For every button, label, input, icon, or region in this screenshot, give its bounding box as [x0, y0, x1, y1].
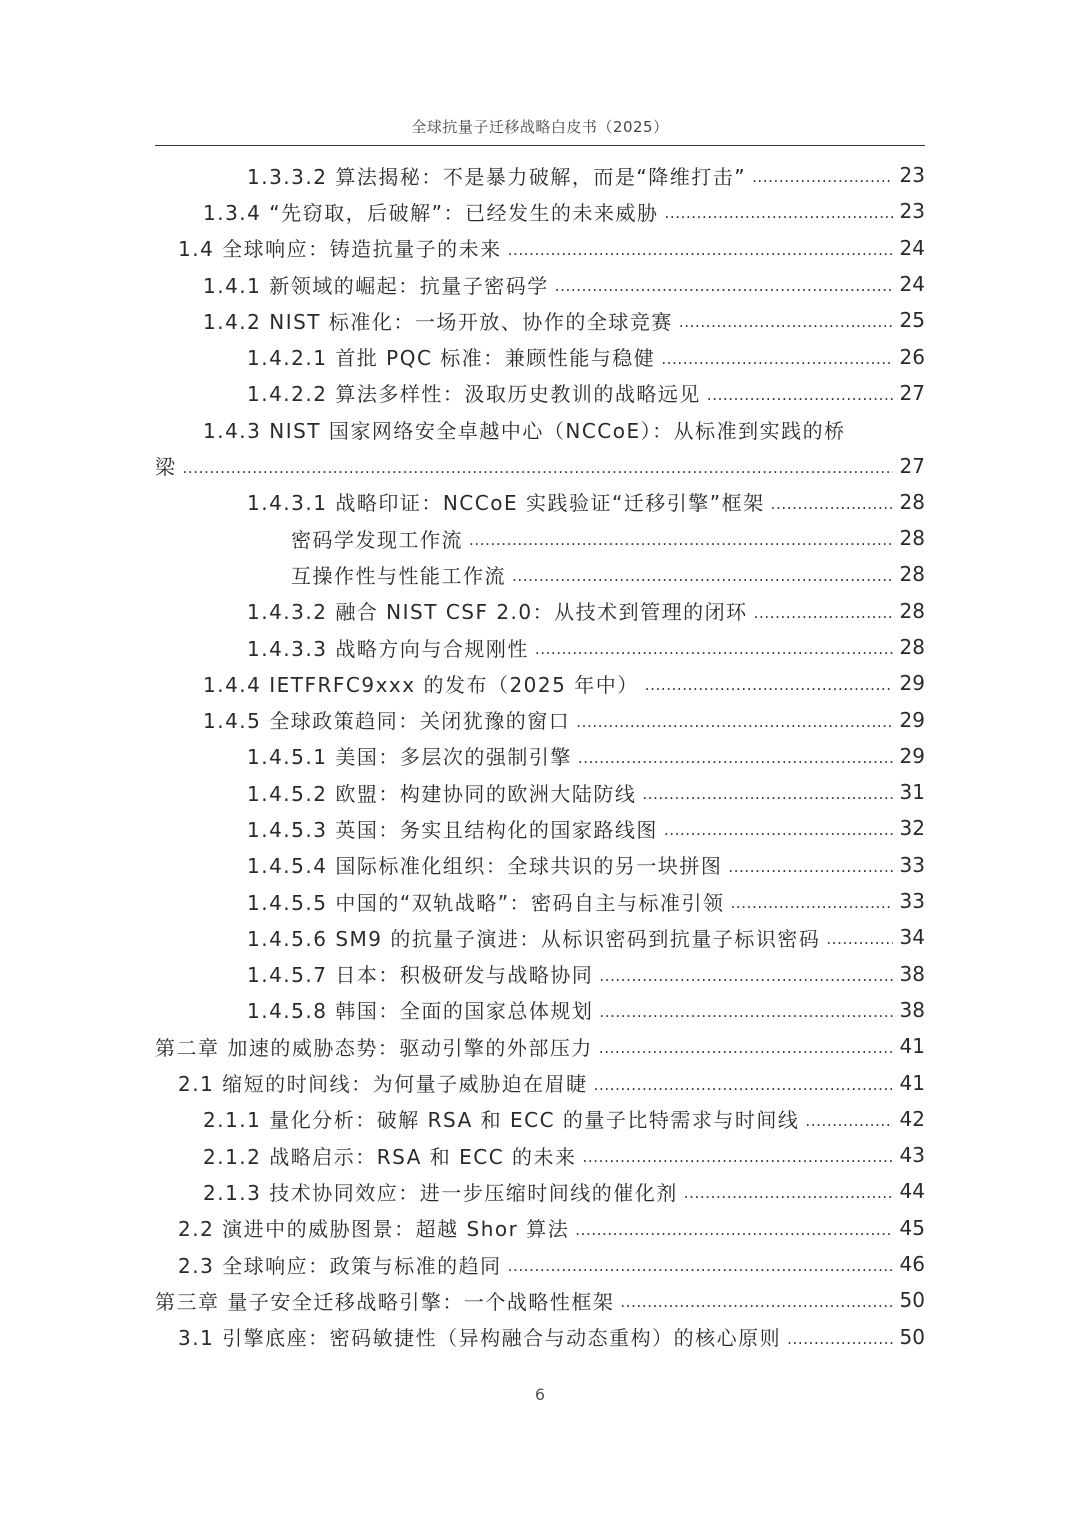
toc-entry-title: 2.1.2 战略启示：RSA 和 ECC 的未来: [203, 1144, 577, 1169]
toc-entry-2-1[interactable]: [178, 1064, 925, 1100]
toc-entry-2-3[interactable]: [178, 1246, 925, 1282]
toc-entry-1-4-3-3[interactable]: [247, 629, 925, 665]
toc-entry-2-1-1[interactable]: [203, 1101, 925, 1137]
toc-entry-1-4-3-continued[interactable]: [155, 447, 925, 483]
toc-entry-page: 44: [899, 1179, 925, 1204]
toc-entry-page: 42: [899, 1106, 925, 1131]
toc-entry-title: 2.1.1 量化分析：破解 RSA 和 ECC 的量子比特需求与时间线: [203, 1108, 800, 1133]
dot-leader: [620, 1293, 893, 1311]
toc-entry-page: 28: [899, 489, 925, 514]
dot-leader: [535, 640, 893, 658]
toc-entry-2-1-3[interactable]: [203, 1173, 925, 1209]
toc-entry-title: 1.4.3.2 融合 NIST CSF 2.0：从技术到管理的闭环: [247, 600, 748, 625]
toc-entry-1-4-5-7[interactable]: [247, 956, 925, 992]
toc-entry-page: 50: [899, 1324, 925, 1349]
toc-entry-page: 27: [899, 380, 925, 405]
dot-leader: [575, 1221, 893, 1239]
toc-entry-title: 1.4.2.2 算法多样性：汲取历史教训的战略远见: [247, 382, 701, 407]
dot-leader: [512, 567, 893, 585]
toc-entry-title: 密码学发现工作流: [291, 527, 463, 552]
toc-entry-1-3-4[interactable]: [203, 193, 925, 229]
toc-entry-title: 1.4.5 全球政策趋同：关闭犹豫的窗口: [203, 709, 571, 734]
toc-entry-title: 互操作性与性能工作流: [291, 563, 506, 588]
toc-entry-page: 29: [899, 707, 925, 732]
toc-entry-page: 23: [899, 199, 925, 224]
toc-entry-page: 29: [899, 671, 925, 696]
toc-entry-1-3-3-2[interactable]: [247, 157, 925, 193]
dot-leader: [599, 1039, 893, 1057]
toc-entry-title: 2.1 缩短的时间线：为何量子威胁迫在眉睫: [178, 1072, 588, 1097]
toc-entry-page: 24: [899, 272, 925, 297]
toc-entry-title: 1.4.3.1 战略印证：NCCoE 实践验证“迁移引擎”框架: [247, 491, 765, 516]
dot-leader: [508, 1257, 893, 1275]
toc-entry-title-continued: 梁: [155, 455, 177, 480]
toc-entry-1-4-3-1[interactable]: [247, 484, 925, 520]
dot-leader: [183, 459, 894, 477]
toc-entry-title: 1.4.5.8 韩国：全面的国家总体规划: [247, 999, 594, 1024]
toc-entry-1-4[interactable]: [178, 230, 925, 266]
toc-entry-title: 1.3.3.2 算法揭秘：不是暴力破解，而是“降维打击”: [247, 164, 747, 189]
toc-entry-title: 1.4.3.3 战略方向与合规刚性: [247, 636, 529, 661]
dot-leader: [594, 1076, 893, 1094]
toc-entry-1-4-5-3[interactable]: [247, 810, 925, 846]
toc-entry-1-4-5[interactable]: [203, 701, 925, 737]
dot-leader: [469, 531, 893, 549]
dot-leader: [583, 1148, 893, 1166]
toc-entry-1-4-2[interactable]: [203, 302, 925, 338]
dot-leader: [599, 967, 893, 985]
toc-entry-title: 1.4.4 IETFRFC9xxx 的发布（2025 年中）: [203, 672, 639, 697]
toc-entry-title: 第二章 加速的威胁态势：驱动引擎的外部压力: [155, 1035, 593, 1060]
toc-entry-title: 1.4 全球响应：铸造抗量子的未来: [178, 237, 502, 262]
dot-leader: [679, 313, 893, 331]
toc-entry-page: 38: [899, 961, 925, 986]
page-number: 6: [534, 1385, 546, 1404]
toc-entry-page: 27: [899, 453, 925, 478]
toc-entry-title: 1.4.5.4 国际标准化组织：全球共识的另一块拼图: [247, 854, 723, 879]
dot-leader: [805, 1112, 893, 1130]
toc-entry-title: 2.2 演进中的威胁图景：超越 Shor 算法: [178, 1217, 570, 1242]
toc-entry-page: 45: [899, 1215, 925, 1240]
dot-leader: [578, 749, 893, 767]
dot-leader: [664, 821, 893, 839]
toc-entry-title: 2.3 全球响应：政策与标准的趋同: [178, 1253, 502, 1278]
toc-entry-crypto-discovery-workflow[interactable]: [291, 520, 925, 556]
toc-entry-page: 28: [899, 598, 925, 623]
toc-entry-2-2[interactable]: [178, 1210, 925, 1246]
toc-entry-title: 1.4.5.1 美国：多层次的强制引擎: [247, 745, 572, 770]
toc-entry-page: 33: [899, 889, 925, 914]
dot-leader: [787, 1330, 893, 1348]
toc-entry-chapter-2[interactable]: [155, 1028, 925, 1064]
toc-entry-page: 33: [899, 852, 925, 877]
toc-entry-interop-performance-workflow[interactable]: [291, 556, 925, 592]
toc-entry-title: 1.4.3 NIST 国家网络安全卓越中心（NCCoE）：从标准到实践的桥: [203, 418, 846, 443]
toc-entry-page: 32: [899, 816, 925, 841]
toc-entry-1-4-5-5[interactable]: [247, 883, 925, 919]
toc-entry-page: 46: [899, 1252, 925, 1277]
toc-entry-title: 1.4.5.5 中国的“双轨战略”：密码自主与标准引领: [247, 890, 725, 915]
toc-entry-1-4-2-2[interactable]: [247, 375, 925, 411]
dot-leader: [728, 858, 893, 876]
table-of-contents: [0, 157, 1080, 1355]
toc-entry-page: 24: [899, 235, 925, 260]
dot-leader: [664, 204, 893, 222]
dot-leader: [752, 168, 893, 186]
toc-entry-title: 1.4.5.6 SM9 的抗量子演进：从标识密码到抗量子标识密码: [247, 926, 821, 951]
toc-entry-1-4-5-1[interactable]: [247, 738, 925, 774]
toc-entry-title: 1.4.5.7 日本：积极研发与战略协同: [247, 963, 594, 988]
toc-entry-title: 1.3.4 “先窃取，后破解”：已经发生的未来威胁: [203, 200, 659, 225]
dot-leader: [754, 604, 893, 622]
dot-leader: [508, 241, 893, 259]
toc-entry-title: 1.4.5.3 英国：务实且结构化的国家路线图: [247, 817, 658, 842]
toc-entry-title: 1.4.1 新领域的崛起：抗量子密码学: [203, 273, 549, 298]
document-header-title: 全球抗量子迁移战略白皮书（2025）: [411, 118, 669, 136]
toc-entry-page: 25: [899, 308, 925, 333]
toc-entry-title: 1.4.2 NIST 标准化：一场开放、协作的全球竞赛: [203, 309, 673, 334]
toc-entry-1-4-5-4[interactable]: [247, 847, 925, 883]
dot-leader: [684, 1184, 893, 1202]
dot-leader: [826, 930, 893, 948]
dot-leader: [707, 386, 893, 404]
toc-entry-1-4-5-2[interactable]: [247, 774, 925, 810]
toc-entry-page: 34: [899, 925, 925, 950]
dot-leader: [771, 495, 893, 513]
dot-leader: [645, 676, 893, 694]
toc-entry-title: 1.4.5.2 欧盟：构建协同的欧洲大陆防线: [247, 781, 637, 806]
toc-entry-page: 28: [899, 635, 925, 659]
dot-leader: [661, 350, 893, 368]
toc-entry-page: 23: [899, 163, 925, 188]
toc-entry-page: 41: [899, 1034, 925, 1059]
toc-entry-1-4-5-8[interactable]: [247, 992, 925, 1028]
toc-entry-page: 38: [899, 997, 925, 1022]
dot-leader: [576, 713, 893, 731]
dot-leader: [731, 894, 893, 912]
toc-entry-1-4-1[interactable]: [203, 266, 925, 302]
toc-entry-1-4-3-2[interactable]: [247, 593, 925, 629]
toc-entry-1-4-3[interactable]: [203, 411, 925, 447]
toc-entry-title: 1.4.2.1 首批 PQC 标准：兼顾性能与稳健: [247, 346, 656, 371]
dot-leader: [599, 1003, 893, 1021]
toc-entry-page: 31: [899, 780, 925, 805]
toc-entry-title: 3.1 引擎底座：密码敏捷性（异构融合与动态重构）的核心原则: [178, 1326, 782, 1351]
dot-leader: [642, 785, 893, 803]
toc-entry-page: 43: [899, 1143, 925, 1168]
toc-entry-page: 50: [899, 1288, 925, 1313]
toc-entry-page: 41: [899, 1070, 925, 1095]
toc-entry-page: 28: [899, 562, 925, 587]
header-rule: [155, 145, 925, 146]
toc-entry-page: 26: [899, 344, 925, 369]
toc-entry-page: 28: [899, 526, 925, 551]
toc-entry-1-4-2-1[interactable]: [247, 338, 925, 374]
toc-entry-title: 第三章 量子安全迁移战略引擎：一个战略性框架: [155, 1289, 615, 1314]
toc-entry-title: 2.1.3 技术协同效应：进一步压缩时间线的催化剂: [203, 1180, 678, 1205]
toc-entry-chapter-3[interactable]: [155, 1282, 925, 1318]
toc-entry-3-1[interactable]: [178, 1319, 925, 1355]
toc-entry-page: 29: [899, 743, 925, 768]
toc-entry-1-4-4[interactable]: [203, 665, 925, 701]
toc-entry-1-4-5-6[interactable]: [247, 919, 925, 955]
toc-entry-2-1-2[interactable]: [203, 1137, 925, 1173]
dot-leader: [555, 277, 893, 295]
